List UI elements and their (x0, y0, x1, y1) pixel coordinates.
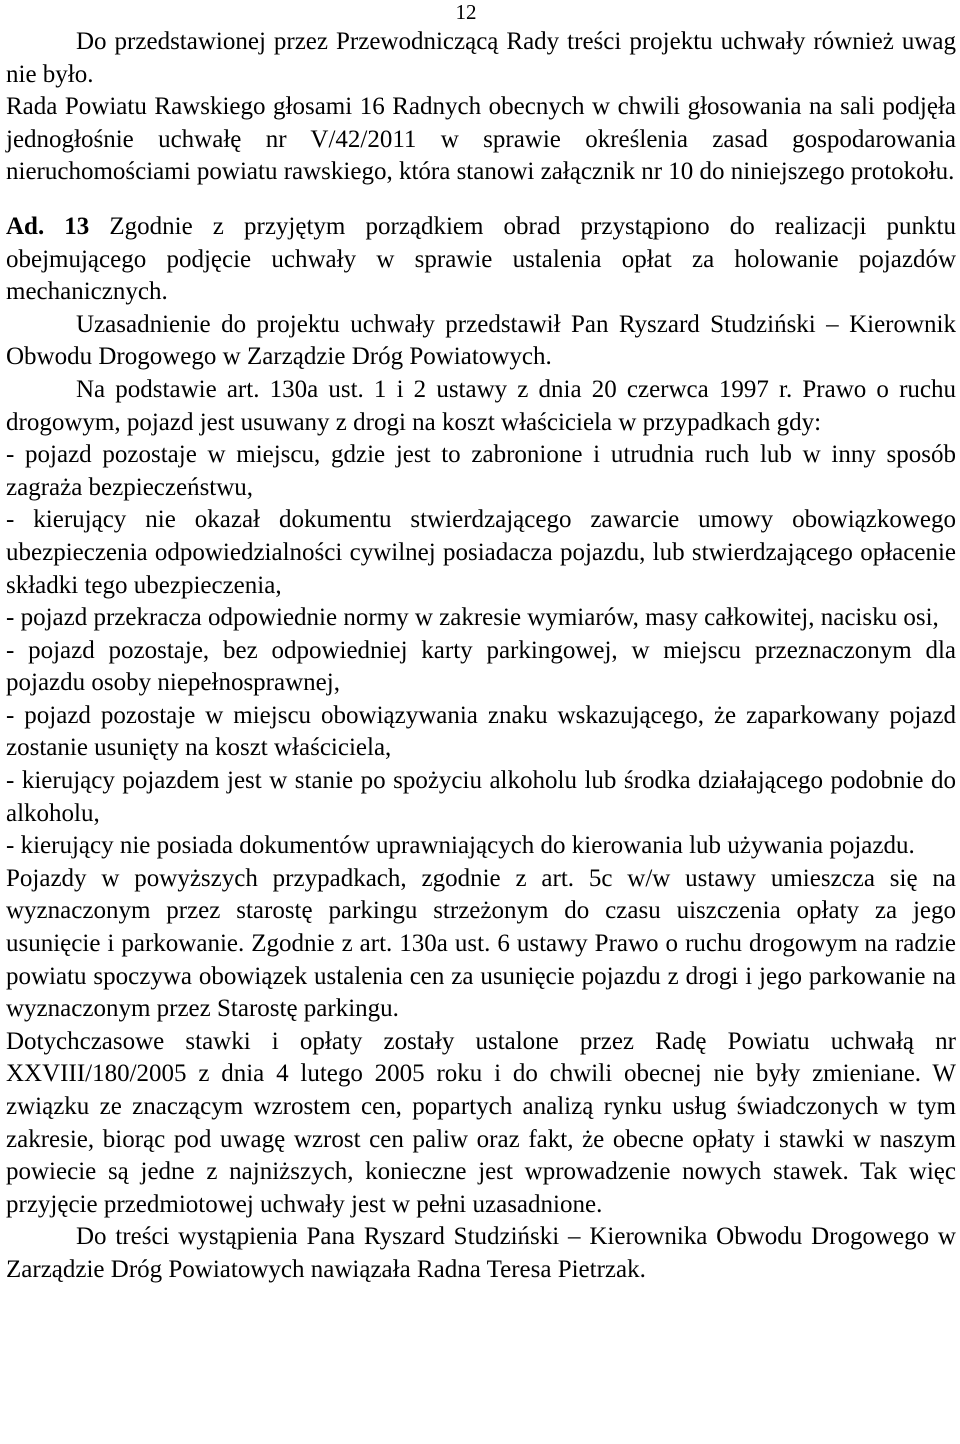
list-item: - pojazd pozostaje, bez odpowiedniej karty parkingowej, w miejscu przeznaczonym dla pojazdu osoby niepełnosprawnej, (6, 636, 956, 697)
paragraph-current-rates: Dotychczasowe stawki i opłaty zostały ustalone przez Radę Powiatu uchwałą nr XXVIII/180/2005 z dnia 4 lutego 2005 roku i do chwili obecnej nie były zmieniane. W związku ze znaczącym wzrostem cen, popartych analizą rynku usług świadczonych w tym zakresie, biorąc pod uwagę wzrost cen paliw oraz fakt, że obecne opłaty i stawki w naszym powiecie są jedne z najniższych, konieczne jest wprowadzenie nowych stawek. Tak więc przyjęcie przedmiotowej uchwały jest w pełni uzasadnione. (6, 1027, 956, 1218)
list-item: - pojazd pozostaje w miejscu obowiązywania znaku wskazującego, że zaparkowany pojazd zostanie usunięty na koszt właściciela, (6, 701, 956, 762)
paragraph-justification-presenter: Uzasadnienie do projektu uchwały przedstawił Pan Ryszard Studziński – Kierownik Obwodu Drogowego w Zarządzie Dróg Powiatowych. (6, 310, 956, 371)
page-number: 12 (455, 0, 477, 24)
list-item: - kierujący nie okazał dokumentu stwierdzającego zawarcie umowy obowiązkowego ubezpieczenia odpowiedzialności cywilnej posiadacza pojazdu, lub stwierdzającego opłacenie składki tego ubezpieczenia, (6, 506, 956, 599)
paragraph-gap (6, 189, 956, 211)
list-item: - kierujący nie posiada dokumentów uprawniających do kierowania lub używania pojazdu. (6, 832, 915, 860)
agenda-item-text: Zgodnie z przyjętym porządkiem obrad przystąpiono do realizacji punktu obejmującego podjęcie uchwały w sprawie ustalenia opłat za holowanie pojazdów mechanicznych. (6, 212, 956, 306)
paragraph-no-remarks: Do przedstawionej przez Przewodniczącą Rady treści projektu uchwały również uwag nie było. (6, 28, 956, 88)
paragraph-discussion: Do treści wystąpienia Pana Ryszard Studziński – Kierownika Obwodu Drogowego w Zarządzie Dróg Powiatowych nawiązała Radna Teresa Pietrzak. (6, 1223, 956, 1283)
paragraph-resolution-adopted: Rada Powiatu Rawskiego głosami 16 Radnych obecnych w chwili głosowania na sali podjęła jednogłośnie uchwałę nr V/42/2011 w sprawie określenia zasad gospodarowania nieruchomościami powiatu rawskiego, która stanowi załącznik nr 10 do niniejszego protokołu. (6, 93, 956, 186)
paragraph-parking-rules: Pojazdy w powyższych przypadkach, zgodnie z art. 5c w/w ustawy umieszcza się na wyznaczonym przez starostę parkingu strzeżonym do czasu uiszczenia opłaty za jego usunięcie i parkowanie. Zgodnie z art. 130a ust. 6 ustawy Prawo o ruchu drogowym na radzie powiatu spoczywa obowiązek ustalenia cen za usunięcie pojazdu z drogi i jego parkowanie na wyznaczonym przez Starostę parkingu. (6, 864, 956, 1023)
list-item: - kierujący pojazdem jest w stanie po spożyciu alkoholu lub środka działającego podobnie do alkoholu, (6, 767, 956, 827)
list-item: - pojazd pozostaje w miejscu, gdzie jest to zabronione i utrudnia ruch lub w inny sposób zagraża bezpieczeństwu, (6, 441, 956, 501)
paragraph-legal-basis: Na podstawie art. 130a ust. 1 i 2 ustawy z dnia 20 czerwca 1997 r. Prawo o ruchu drogowym, pojazd jest usuwany z drogi na koszt właściciela w przypadkach gdy: (6, 375, 956, 436)
agenda-item-number: Ad. 13 (6, 212, 90, 240)
document-body (6, 26, 956, 1287)
paragraph-agenda-item (6, 211, 956, 309)
list-item: - pojazd przekracza odpowiednie normy w zakresie wymiarów, masy całkowitej, nacisku osi, (6, 604, 939, 632)
